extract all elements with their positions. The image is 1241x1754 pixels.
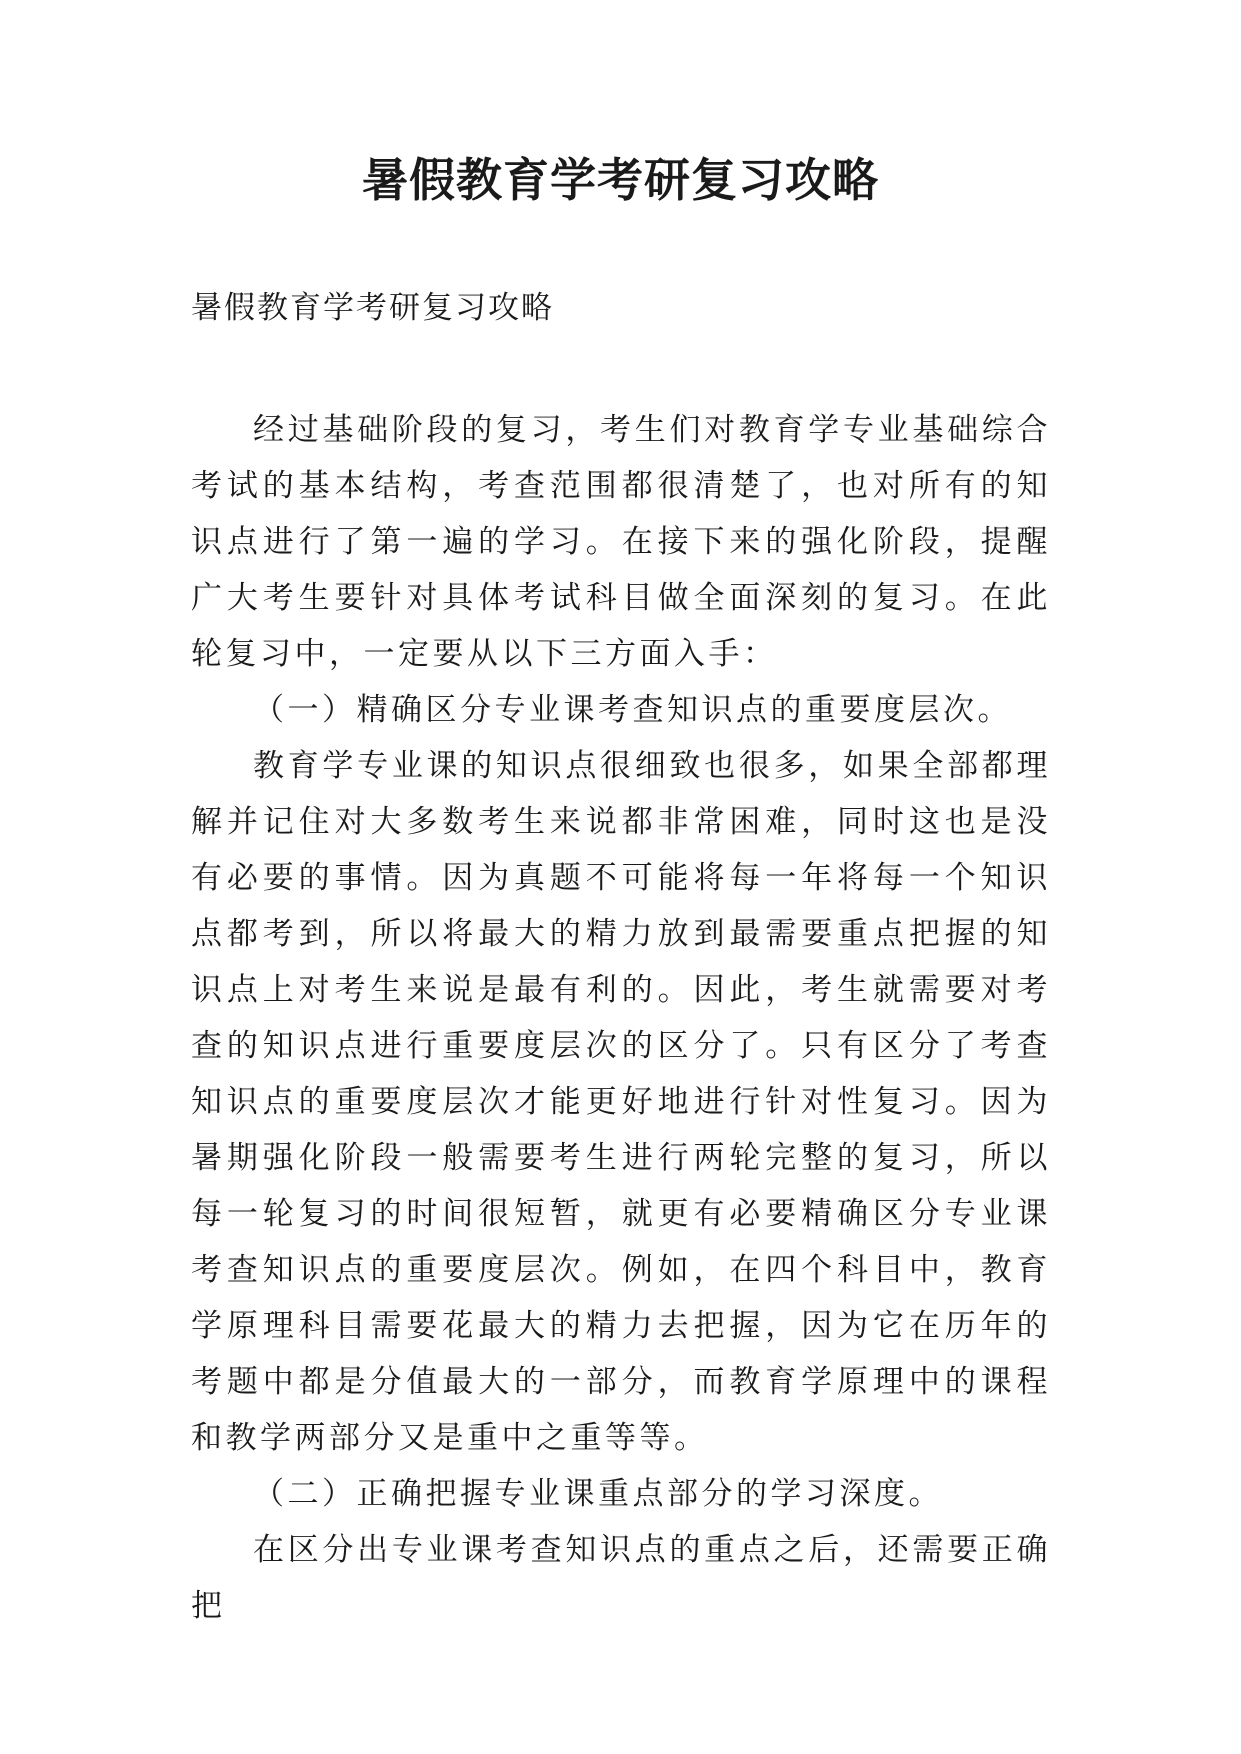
section-heading-2: （二）正确把握专业课重点部分的学习深度。 [253, 1476, 943, 1512]
paragraph-intro: 经过基础阶段的复习，考生们对教育学专业基础综合考试的基本结构，考查范围都很清楚了，也对所有的知识点进行了第一遍的学习。在接下来的强化阶段，提醒广大考生要针对具体考试科目做全面深刻的复习。在此轮复习中，一定要从以下三方面入手： [191, 412, 1051, 672]
paragraph-section-1: 教育学专业课的知识点很细致也很多，如果全部都理解并记住对大多数考生来说都非常困难，同时这也是没有必要的事情。因为真题不可能将每一年将每一个知识点都考到，所以将最大的精力放到最需要重点把握的知识点上对考生来说是最有利的。因此，考生就需要对考查的知识点进行重要度层次的区分了。只有区分了考查知识点的重要度层次才能更好地进行针对性复习。因为暑期强化阶段一般需要考生进行两轮完整的复习，所以每一轮复习的时间很短暂，就更有必要精确区分专业课考查知识点的重要度层次。例如，在四个科目中，教育学原理科目需要花最大的精力去把握，因为它在历年的考题中都是分值最大的一部分，而教育学原理中的课程和教学两部分又是重中之重等等。 [191, 748, 1051, 1456]
document-body [191, 402, 1051, 1634]
document-subtitle: 暑假教育学考研复习攻略 [191, 290, 554, 326]
section-heading-1: （一）精确区分专业课考查知识点的重要度层次。 [253, 692, 1012, 728]
paragraph-section-2: 在区分出专业课考查知识点的重点之后，还需要正确把 [191, 1532, 1051, 1624]
document-title: 暑假教育学考研复习攻略 [362, 153, 879, 207]
